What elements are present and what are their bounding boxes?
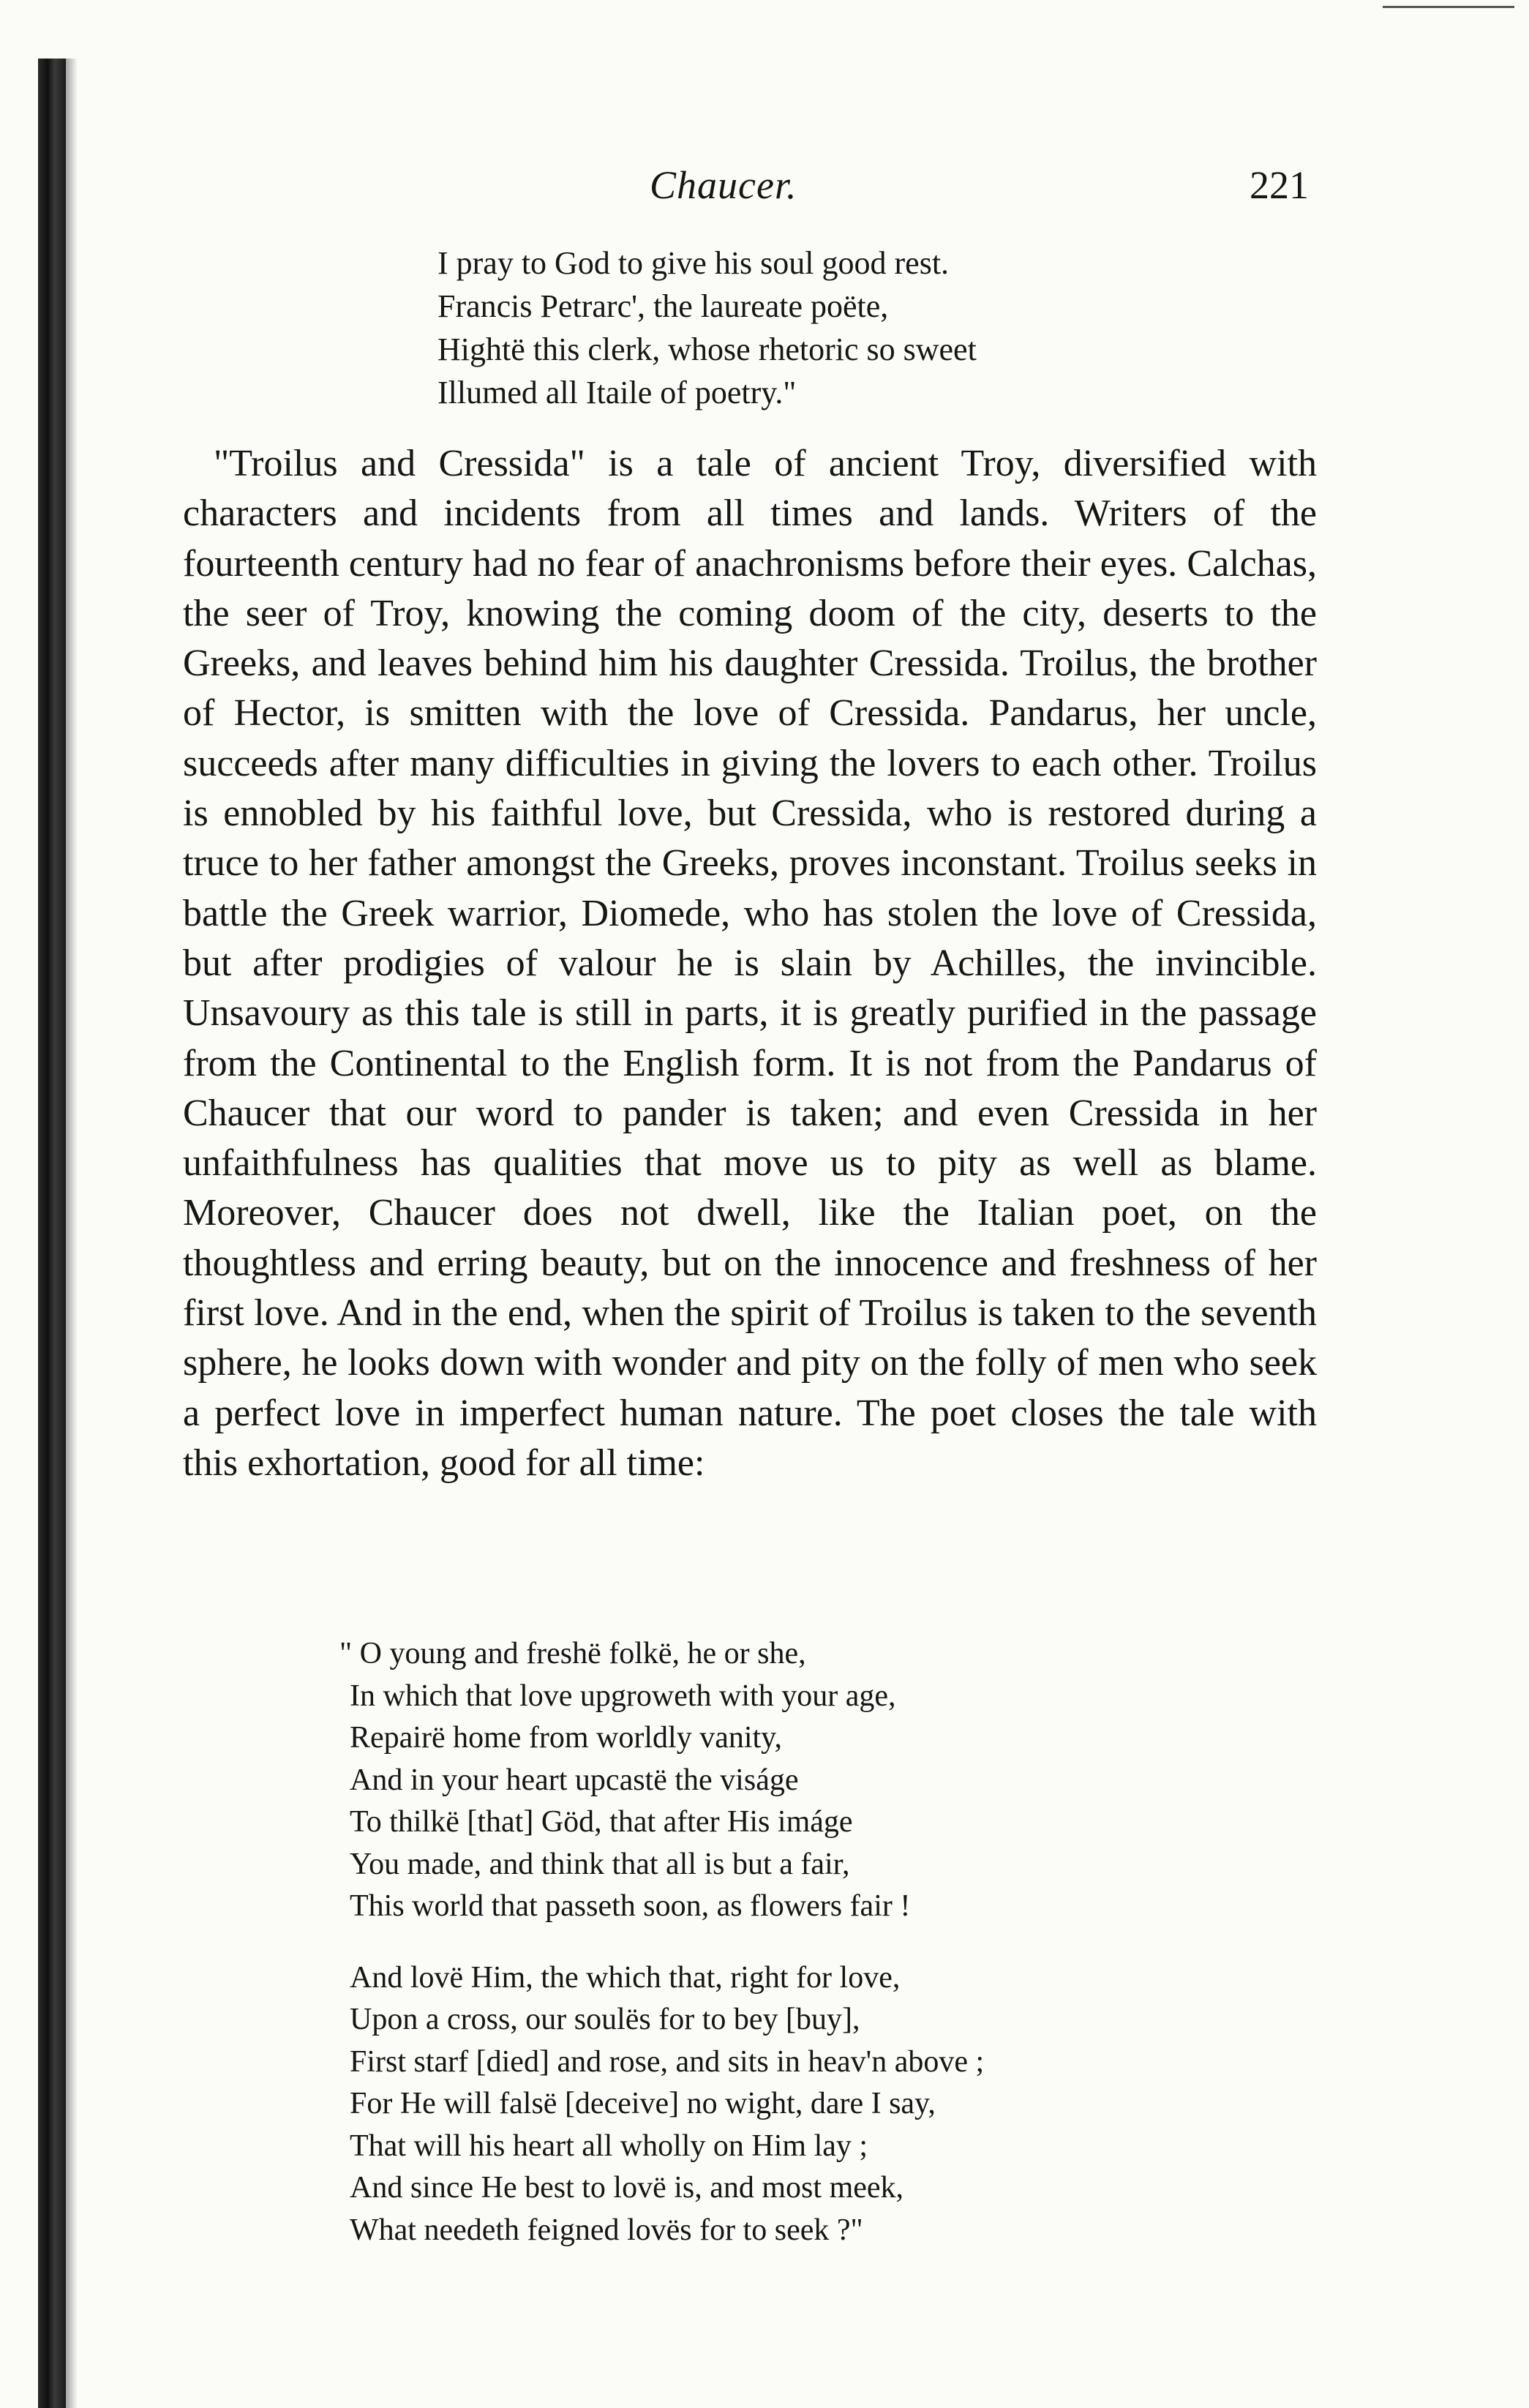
verse-line: Hightë this clerk, whose rhetoric so sweet	[437, 331, 977, 367]
quoted-verse-top	[437, 241, 1242, 414]
verse-line: Illumed all Itaile of poetry."	[437, 375, 797, 410]
verse-line: And since He best to lovë is, and most meek,	[350, 2171, 904, 2205]
verse-line: And in your heart upcastë the viságe	[350, 1763, 799, 1797]
verse-line: And lovë Him, the which that, right for love,	[350, 1960, 901, 1995]
verse-line: You made, and think that all is but a fair,	[350, 1847, 850, 1881]
verse-line: Repairë home from worldly vanity,	[350, 1721, 782, 1755]
page-number: 221	[1250, 163, 1309, 207]
running-head: Chaucer.	[650, 163, 797, 207]
verse-line: I pray to God to give his soul good rest.	[437, 245, 950, 281]
verse-line: Upon a cross, our soulës for to bey [buy],	[350, 2003, 860, 2036]
verse-line: That will his heart all wholly on Him lay ;	[350, 2128, 868, 2163]
verse-line: In which that love upgroweth with your age,	[350, 1679, 896, 1713]
verse-line: To thilkë [that] Göd, that after His imáge	[350, 1805, 853, 1839]
verse-stanza-2	[350, 1957, 1301, 2252]
verse-line: What needeth feigned lovës for to seek ?"	[350, 2213, 863, 2247]
verse-line: First starf [died] and rose, and sits in heav'n above ;	[350, 2044, 985, 2079]
verse-line: " O young and freshë folkë, he or she,	[339, 1637, 806, 1670]
verse-stanza-1	[339, 1633, 1301, 1928]
verse-line: This world that passeth soon, as flowers fair !	[350, 1889, 911, 1923]
verse-line: For He will falsë [deceive] no wight, dare I say,	[350, 2087, 936, 2120]
book-binding-edge	[38, 59, 66, 2408]
scan-edge-mark	[1383, 6, 1514, 8]
body-paragraph: "Troilus and Cressida" is a tale of ancient Troy, diversified with characters and incidents from all times and lands. Writers of the fourteenth century had no fear of anachronisms before their eyes. Calchas, the seer of Troy, knowing the coming doom of the city, deserts to the Greeks, and leaves behind him his daughter Cressida. Troilus, the brother of Hector, is smitten with the love of Cressida. Pandarus, her uncle, succeeds after many difficulties in giving the lovers to each other. Troilus is ennobled by his faithful love, but Cressida, who is restored during a truce to her father amongst the Greeks, proves inconstant. Troilus seeks in battle the Greek warrior, Diomede, who has stolen the love of Cressida, but after prodigies of valour he is slain by Achilles, the invincible. Unsavoury as this tale is still in parts, it is greatly purified in the passage from the Continental to the English form. It is not from the Pandarus of Chaucer that our word to pander is taken; and even Cressida in her unfaithfulness has qualities that move us to pity as well as blame. Moreover, Chaucer does not dwell, like the Italian poet, on the thoughtless and erring beauty, but on the innocence and freshness of her first love. And in the end, when the spirit of Troilus is taken to the seventh sphere, he looks down with wonder and pity on the folly of men who seek a perfect love in imperfect human nature. The poet closes the tale with this exhortation, good for all time:	[183, 443, 1317, 1484]
exhortation-verse	[339, 1633, 1301, 2281]
verse-line: Francis Petrarc', the laureate poëte,	[437, 288, 889, 324]
page-header	[0, 162, 1529, 214]
